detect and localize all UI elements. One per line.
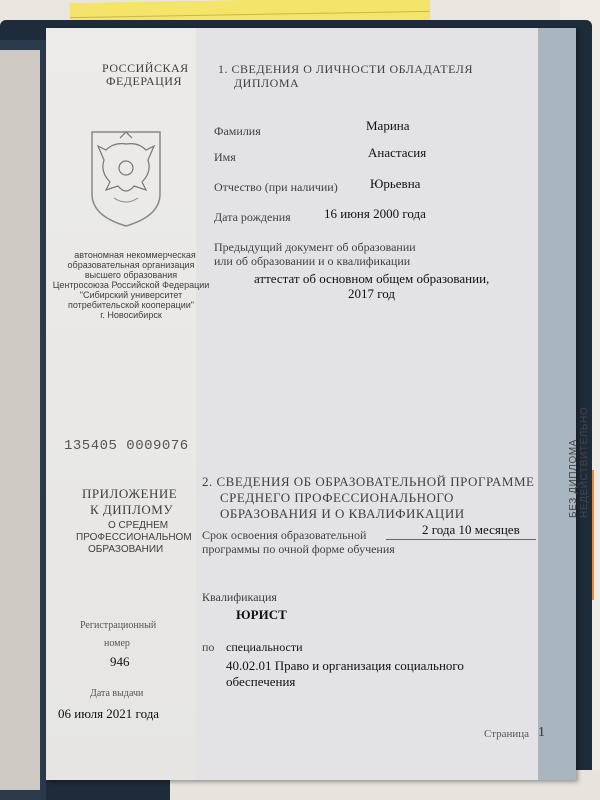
country-line2: ФЕДЕРАЦИЯ	[106, 74, 182, 88]
page-label: Страница	[484, 728, 530, 740]
institution-line4: Центросоюза Российской Федерации	[52, 280, 210, 290]
institution-line5: "Сибирский университет	[79, 290, 183, 300]
reg-label-line1: Регистрационный	[80, 620, 157, 631]
side-stamp: БЕЗ ДИПЛОМА НЕДЕЙСТВИТЕЛЬНО	[568, 406, 590, 518]
patronymic-label: Отчество (при наличии)	[214, 180, 338, 194]
specialty-value-line1: 40.02.01 Право и организация социального	[226, 658, 464, 673]
issue-value: 06 июля 2021 года	[58, 706, 160, 721]
page-number: 1	[538, 725, 545, 740]
annex-title-line1: ПРИЛОЖЕНИЕ	[82, 486, 178, 501]
annex-subtitle-line1: О СРЕДНЕМ	[108, 520, 169, 531]
reg-value: 946	[110, 654, 130, 669]
section2-title-line3: ОБРАЗОВАНИЯ И О КВАЛИФИКАЦИИ	[220, 506, 465, 521]
duration-underline	[386, 539, 536, 540]
institution-line2: образовательная организация	[67, 260, 195, 270]
dob-label: Дата рождения	[214, 210, 291, 224]
annex-subtitle-line3: ОБРАЗОВАНИИ	[88, 544, 164, 555]
institution-line7: г. Новосибирск	[100, 310, 162, 320]
serial-number: 135405 0009076	[64, 438, 189, 454]
annex-subtitle-line2: ПРОФЕССИОНАЛЬНОМ	[76, 532, 192, 543]
issue-label: Дата выдачи	[90, 688, 144, 699]
section2-title-line1: 2. СВЕДЕНИЯ ОБ ОБРАЗОВАТЕЛЬНОЙ ПРОГРАММЕ	[202, 474, 535, 489]
diploma-annex-sheet	[46, 28, 590, 780]
dob-value: 16 июня 2000 года	[324, 206, 426, 221]
patronymic-value: Юрьевна	[370, 176, 421, 191]
annex-title-line2: К ДИПЛОМУ	[90, 502, 174, 517]
reg-label-line2: номер	[104, 638, 130, 649]
prev-doc-value-line1: аттестат об основном общем образовании,	[254, 271, 490, 286]
specialty-value-line2: обеспечения	[226, 674, 296, 689]
duration-label-line1: Срок освоения образовательной	[202, 528, 367, 542]
surname-value: Марина	[366, 118, 410, 133]
qualification-label: Квалификация	[202, 590, 277, 604]
institution-line3: высшего образования	[84, 270, 178, 280]
coat-of-arms-icon	[84, 124, 168, 228]
name-label: Имя	[214, 150, 236, 164]
section1-title-line2: ДИПЛОМА	[234, 76, 300, 90]
country-line1: РОССИЙСКАЯ	[102, 61, 189, 75]
qualification-value: ЮРИСТ	[236, 607, 287, 622]
edge-band	[538, 28, 576, 780]
specialty-label: специальности	[226, 640, 303, 654]
name-value: Анастасия	[368, 145, 427, 160]
prev-doc-label-line1: Предыдущий документ об образовании	[214, 240, 416, 254]
section1-title-line1: 1. СВЕДЕНИЯ О ЛИЧНОСТИ ОБЛАДАТЕЛЯ	[218, 62, 473, 76]
section2-title-line2: СРЕДНЕГО ПРОФЕССИОНАЛЬНОГО	[220, 490, 454, 505]
left-page-edge	[0, 50, 40, 790]
surname-label: Фамилия	[214, 124, 261, 138]
institution-line6: потребительской кооперации"	[68, 300, 194, 310]
institution-line1: автономная некоммерческая	[74, 250, 196, 260]
duration-label-line2: программы по очной форме обучения	[202, 542, 395, 556]
duration-value: 2 года 10 месяцев	[422, 522, 520, 537]
prev-doc-value-line2: 2017 год	[348, 286, 395, 301]
by-label: по	[202, 640, 215, 654]
prev-doc-label-line2: или об образовании и о квалификации	[214, 254, 411, 268]
